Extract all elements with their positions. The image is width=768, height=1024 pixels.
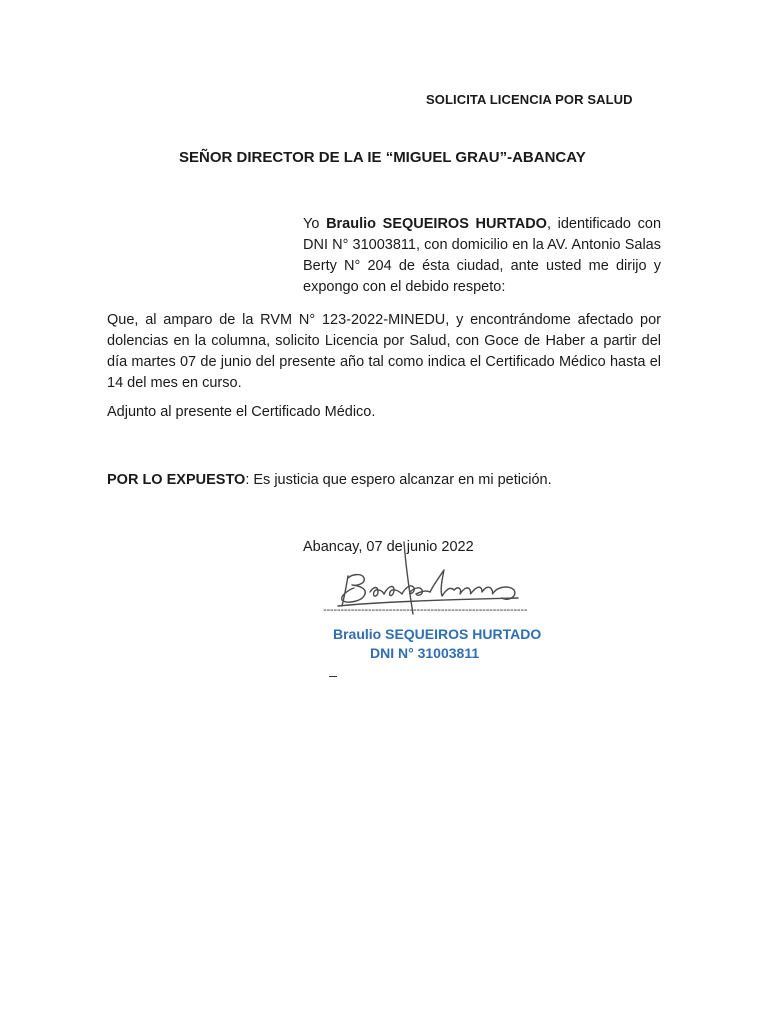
closing-label: POR LO EXPUESTO	[107, 472, 246, 488]
closing-text: : Es justicia que espero alcanzar en mi petición.	[245, 472, 552, 488]
intro-text: , identificado con DNI N° 31003811, con domicilio en la AV. Antonio Salas Berty N° 204 de ésta ciudad, ante usted me dirijo y expongo con el debido respeto:	[303, 216, 662, 295]
stray-mark	[329, 676, 337, 677]
document-subject: SOLICITA LICENCIA POR SALUD	[426, 92, 633, 107]
attachment-note: Adjunto al presente el Certificado Médico.	[107, 404, 376, 420]
document-addressee: SEÑOR DIRECTOR DE LA IE “MIGUEL GRAU”-ABANCAY	[179, 149, 586, 166]
closing-statement	[107, 472, 552, 488]
intro-paragraph	[303, 214, 661, 298]
body-paragraph: Que, al amparo de la RVM N° 123-2022-MINEDU, y encontrándome afectado por dolencias en la columna, solicito Licencia por Salud, con Goce de Haber a partir del día martes 07 de junio del presente año tal como indica el Certificado Médico hasta el 14 del mes en curso.	[107, 312, 661, 391]
applicant-name: Braulio SEQUEIROS HURTADO	[326, 216, 547, 232]
intro-prefix: Yo	[303, 216, 327, 232]
signatory-name: Braulio SEQUEIROS HURTADO	[333, 626, 542, 642]
date-line: Abancay, 07 de junio 2022	[303, 539, 474, 555]
signatory-dni: DNI N° 31003811	[370, 645, 480, 661]
signature-line: -----------------------------------------------------------	[323, 604, 528, 616]
